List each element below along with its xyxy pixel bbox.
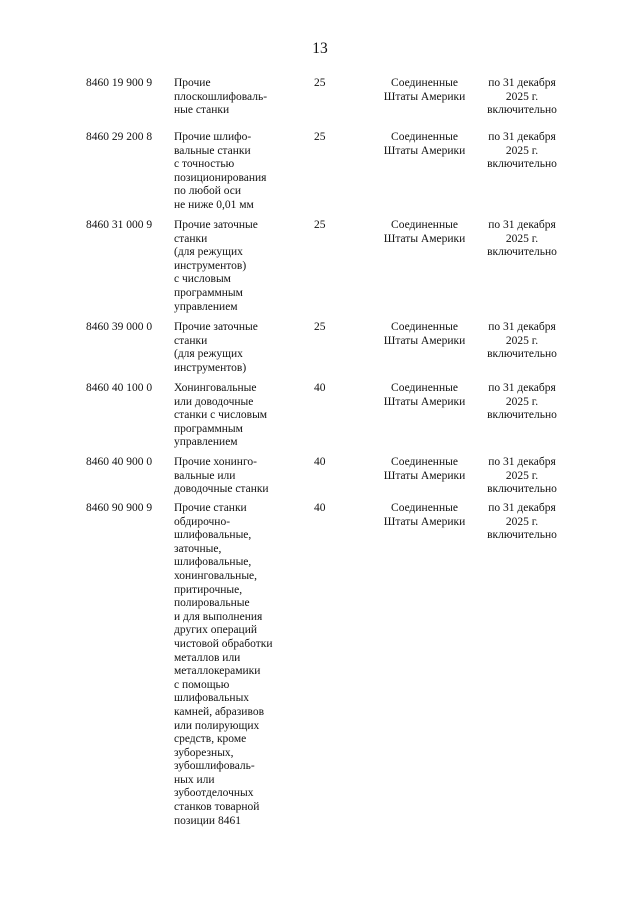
row-country: Соединенные Штаты Америки [383, 219, 466, 245]
row-code: 8460 31 000 9 [86, 219, 153, 231]
table-row [84, 77, 564, 131]
row-country: Соединенные Штаты Америки [383, 382, 466, 408]
table-row [84, 502, 564, 832]
row-code: 8460 40 900 0 [86, 456, 153, 468]
row-term: по 31 декабря 2025 г. включительно [487, 502, 557, 542]
row-description: Прочие шлифо- вальные станки с точностью позиционирования по любой оси не ниже 0,01 мм [174, 131, 267, 211]
row-description: Прочие плоскошлифоваль- ные станки [174, 77, 268, 117]
row-country: Соединенные Штаты Америки [383, 456, 466, 482]
row-rate: 40 [314, 456, 326, 468]
page-number: 13 [312, 40, 328, 57]
table-row [84, 456, 564, 502]
row-term: по 31 декабря 2025 г. включительно [487, 77, 557, 117]
row-code: 8460 29 200 8 [86, 131, 153, 143]
row-description: Прочие заточные станки (для режущих инструментов) с числовым программным управлением [174, 219, 258, 313]
row-code: 8460 40 100 0 [86, 382, 153, 394]
tariff-table [84, 77, 564, 832]
row-country: Соединенные Штаты Америки [383, 321, 466, 347]
row-rate: 40 [314, 382, 326, 394]
row-rate: 25 [314, 321, 326, 333]
row-code: 8460 90 900 9 [86, 502, 153, 514]
row-description: Хонинговальные или доводочные станки с числовым программным управлением [174, 382, 268, 449]
row-term: по 31 декабря 2025 г. включительно [487, 219, 557, 259]
table-row [84, 219, 564, 321]
row-rate: 25 [314, 219, 326, 231]
row-country: Соединенные Штаты Америки [383, 502, 466, 528]
row-term: по 31 декабря 2025 г. включительно [487, 321, 557, 361]
row-description: Прочие хонинго- вальные или доводочные станки [174, 456, 269, 496]
row-rate: 25 [314, 131, 326, 143]
row-term: по 31 декабря 2025 г. включительно [487, 382, 557, 422]
row-code: 8460 39 000 0 [86, 321, 153, 333]
row-country: Соединенные Штаты Америки [383, 131, 466, 157]
row-description: Прочие станки обдирочно- шлифовальные, заточные, шлифовальные, хонинговальные, притирочные, полировальные и для выполнения других операций чистовой обработки металлов или металлокерамики с помощью шлифовальных камней, абразивов или полирующих средств, кроме зуборезных, зубошлифоваль- ных или зубоотделочных станков товарной позиции 8461 [174, 502, 273, 827]
row-country: Соединенные Штаты Америки [383, 77, 466, 103]
table-row [84, 321, 564, 382]
table-row [84, 131, 564, 219]
row-term: по 31 декабря 2025 г. включительно [487, 131, 557, 171]
row-description: Прочие заточные станки (для режущих инструментов) [174, 321, 258, 374]
row-code: 8460 19 900 9 [86, 77, 153, 89]
row-rate: 40 [314, 502, 326, 514]
row-term: по 31 декабря 2025 г. включительно [487, 456, 557, 496]
table-row [84, 382, 564, 456]
row-rate: 25 [314, 77, 326, 89]
